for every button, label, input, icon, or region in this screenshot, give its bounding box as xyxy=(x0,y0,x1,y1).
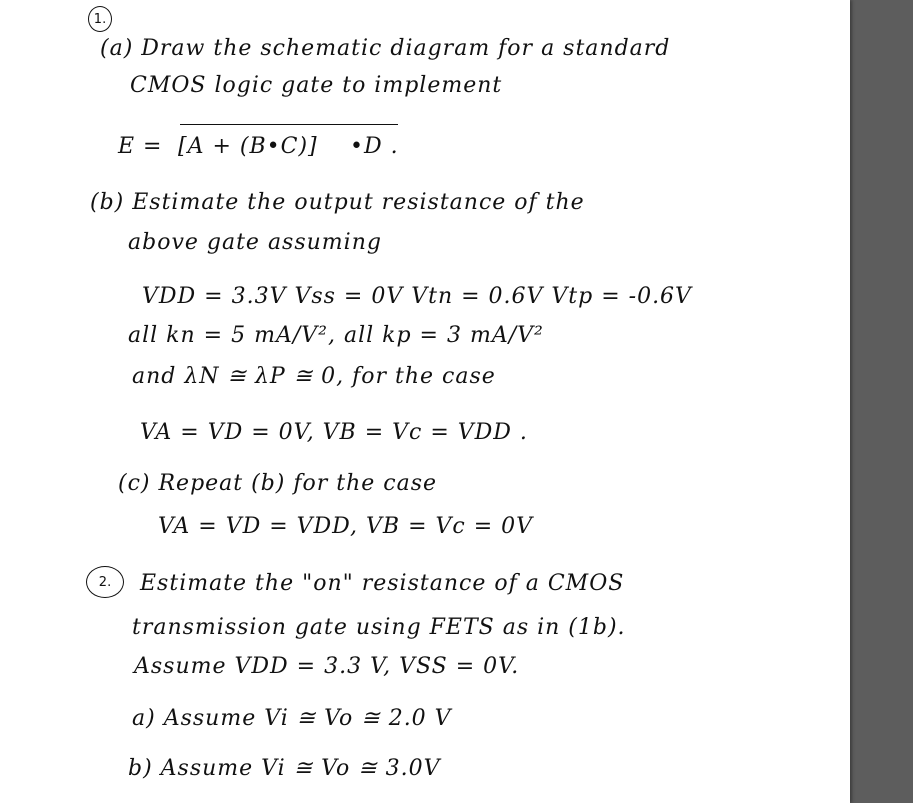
q1c-case: VA = VD = VDD, VB = Vc = 0V xyxy=(158,514,534,539)
q1c-line-1: (c) Repeat (b) for the case xyxy=(118,471,438,496)
q1a-line-2: CMOS logic gate to implement xyxy=(130,73,503,98)
q2-line-2: transmission gate using FETS as in (1b). xyxy=(132,615,626,640)
q1b-line-1: (b) Estimate the output resistance of the xyxy=(90,190,585,215)
q1b-parameters: VDD = 3.3V Vss = 0V Vtn = 0.6V Vtp = -0.6V xyxy=(142,284,692,309)
q1a-line-1: (a) Draw the schematic diagram for a standard xyxy=(100,36,671,61)
complement-overbar xyxy=(180,124,398,125)
expression-body: [A + (B•C)] xyxy=(178,134,318,159)
q1b-case: VA = VD = 0V, VB = Vc = VDD . xyxy=(140,420,528,445)
expression-lhs: E = xyxy=(118,134,163,159)
q2-line-3: Assume VDD = 3.3 V, VSS = 0V. xyxy=(134,654,520,679)
q1b-line-2: above gate assuming xyxy=(128,230,382,255)
q2-part-a: a) Assume Vi ≅ Vo ≅ 2.0 V xyxy=(132,706,452,731)
expression-tail: •D . xyxy=(350,134,399,159)
question-2-number: 2. xyxy=(86,566,124,598)
q2-part-b: b) Assume Vi ≅ Vo ≅ 3.0V xyxy=(128,756,441,781)
q1b-transconductance: all kn = 5 mA/V², all kp = 3 mA/V² xyxy=(128,323,544,348)
q1b-lambda: and λN ≅ λP ≅ 0, for the case xyxy=(132,364,496,389)
question-1-number: 1. xyxy=(88,6,112,32)
q2-line-1: Estimate the "on" resistance of a CMOS xyxy=(140,571,625,596)
